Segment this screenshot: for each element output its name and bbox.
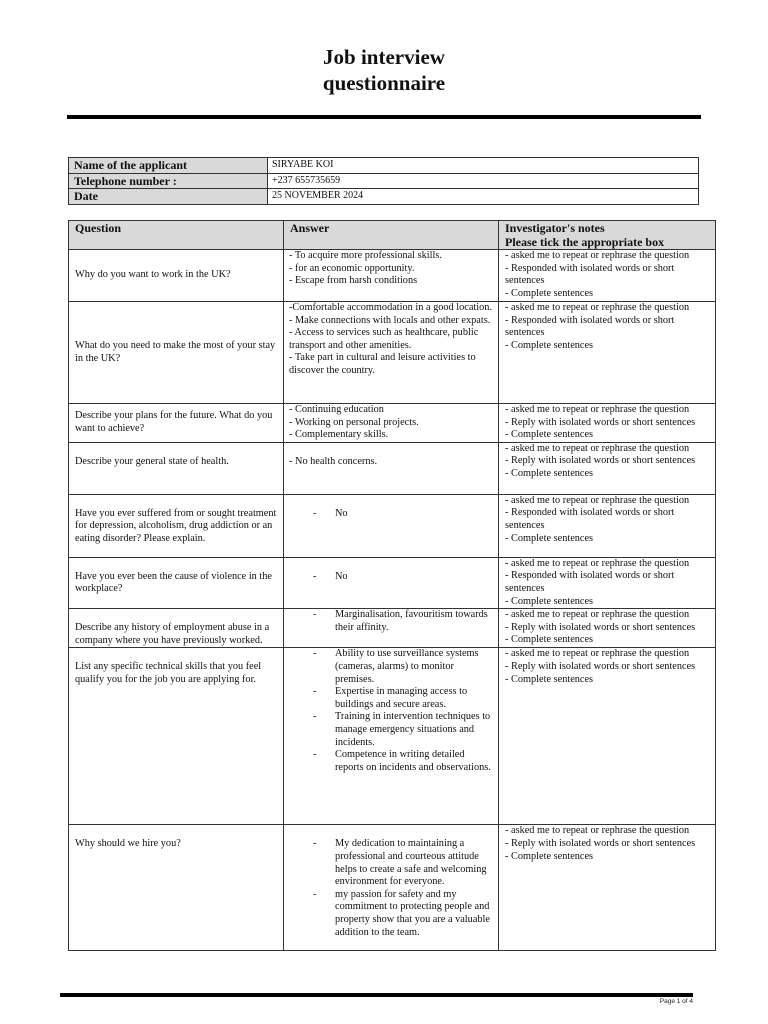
- note-option: - Complete sentences: [505, 634, 594, 646]
- notes-header-line-1: Investigator's notes: [505, 221, 605, 235]
- answer-cell: [284, 494, 499, 557]
- answer-list-item: - Training in intervention techniques to manage emergency situations and incidents.: [289, 711, 493, 749]
- answer-list: [289, 648, 493, 774]
- notes-cell: [499, 648, 716, 825]
- table-row: [69, 250, 716, 302]
- answer-list-item: - No: [289, 508, 493, 521]
- note-option: - Complete sentences: [505, 429, 594, 441]
- telephone-label: Telephone number :: [69, 173, 268, 189]
- notes-cell: [499, 302, 716, 404]
- answer-cell: [284, 825, 499, 951]
- table-row: [69, 648, 716, 825]
- answer-list-item: - My dedication to maintaining a professional and courteous attitude helps to create a safe and welcoming environment for everyone.: [289, 838, 493, 888]
- table-row: [69, 557, 716, 608]
- note-option: - asked me to repeat or rephrase the question: [505, 609, 690, 621]
- note-option: - Reply with isolated words or short sentences: [505, 621, 696, 633]
- document-title: [0, 44, 768, 96]
- note-option: - Complete sentences: [505, 850, 594, 862]
- answer-cell: [284, 250, 499, 302]
- answer-line: - Access to services such as healthcare, public transport and other amenities.: [289, 327, 479, 351]
- note-option: - asked me to repeat or rephrase the question: [505, 494, 690, 506]
- answer-cell: [284, 404, 499, 443]
- table-row: [69, 442, 716, 494]
- question-cell: Describe your general state of health.: [69, 442, 284, 494]
- date-label: Date: [69, 189, 268, 205]
- note-option: - asked me to repeat or rephrase the question: [505, 302, 690, 313]
- note-option: - Complete sentences: [505, 595, 594, 607]
- title-line-1: Job interview: [323, 45, 445, 69]
- answer-list-item: - my passion for safety and my commitment to protecting people and property show that you are a valuable addition to the team.: [289, 889, 493, 939]
- page-number: Page 1 of 4: [659, 998, 693, 1005]
- table-row: [69, 825, 716, 951]
- question-cell: What do you need to make the most of your stay in the UK?: [69, 302, 284, 404]
- note-option: - Reply with isolated words or short sentences: [505, 455, 696, 467]
- question-cell: List any specific technical skills that you feel qualify you for the job you are applying for.: [69, 648, 284, 825]
- answer-line: - To acquire more professional skills.: [289, 250, 442, 261]
- answer-cell: [284, 557, 499, 608]
- question-cell: Why should we hire you?: [69, 825, 284, 951]
- questionnaire-header-row: [69, 221, 716, 250]
- telephone-value: +237 655735659: [268, 173, 699, 189]
- notes-cell: [499, 557, 716, 608]
- question-cell: Describe any history of employment abuse in a company where you have previously worked.: [69, 609, 284, 648]
- note-option: - Complete sentences: [505, 339, 594, 351]
- note-option: - Reply with isolated words or short sentences: [505, 416, 696, 428]
- table-row: [69, 609, 716, 648]
- applicant-name-label: Name of the applicant: [69, 158, 268, 174]
- note-option: - Complete sentences: [505, 287, 594, 299]
- answer-line: - Complementary skills.: [289, 429, 389, 441]
- answer-line: - Continuing education: [289, 404, 384, 415]
- answer-cell: [284, 302, 499, 404]
- notes-cell: [499, 442, 716, 494]
- note-option: - Responded with isolated words or short sentences: [505, 507, 675, 531]
- applicant-name-value: SIRYABE KOI: [268, 158, 699, 174]
- answer-cell: [284, 648, 499, 825]
- answer-cell: [284, 442, 499, 494]
- table-row: [69, 494, 716, 557]
- notes-cell: [499, 609, 716, 648]
- note-option: - asked me to repeat or rephrase the question: [505, 404, 690, 415]
- question-cell: Why do you want to work in the UK?: [69, 250, 284, 302]
- date-row: [69, 189, 699, 205]
- question-cell: Have you ever suffered from or sought treatment for depression, alcoholism, drug addiction or an eating disorder? Please explain.: [69, 494, 284, 557]
- answer-line: - Escape from harsh conditions: [289, 275, 418, 287]
- title-line-2: questionnaire: [322, 71, 446, 95]
- note-option: - Complete sentences: [505, 673, 594, 685]
- question-cell: Describe your plans for the future. What do you want to achieve?: [69, 404, 284, 443]
- note-option: - asked me to repeat or rephrase the question: [505, 250, 690, 261]
- answer-line: - Working on personal projects.: [289, 416, 419, 428]
- question-column-header: Question: [69, 221, 284, 250]
- notes-cell: [499, 404, 716, 443]
- answer-list: [289, 508, 493, 521]
- answer-list-item: - Competence in writing detailed reports on incidents and observations.: [289, 749, 493, 774]
- answer-list-item: - Ability to use surveillance systems (cameras, alarms) to monitor premises.: [289, 648, 493, 686]
- answer-list: [289, 571, 493, 584]
- note-option: - Responded with isolated words or short sentences: [505, 314, 675, 339]
- answer-list: [289, 838, 493, 939]
- questionnaire-table: [68, 220, 716, 951]
- notes-column-header: [499, 221, 716, 250]
- notes-header-line-2: Please tick the appropriate box: [505, 234, 665, 249]
- answer-line: - Make connections with locals and other expats.: [289, 314, 491, 326]
- note-option: - Responded with isolated words or short sentences: [505, 570, 675, 594]
- applicant-name-row: [69, 158, 699, 174]
- applicant-info-table: [68, 157, 699, 205]
- answer-column-header: Answer: [284, 221, 499, 250]
- answer-line: - No health concerns.: [289, 455, 378, 467]
- table-row: [69, 302, 716, 404]
- question-cell: Have you ever been the cause of violence in the workplace?: [69, 557, 284, 608]
- answer-list-item: - Expertise in managing access to buildings and secure areas.: [289, 686, 493, 711]
- notes-cell: [499, 825, 716, 951]
- date-value: 25 NOVEMBER 2024: [268, 189, 699, 205]
- answer-line: - Take part in cultural and leisure activities to discover the country.: [289, 352, 476, 376]
- table-row: [69, 404, 716, 443]
- note-option: - Complete sentences: [505, 532, 594, 544]
- answer-list-item: - No: [289, 571, 493, 584]
- notes-cell: [499, 494, 716, 557]
- note-option: - asked me to repeat or rephrase the question: [505, 825, 690, 837]
- answer-list: [289, 609, 493, 634]
- answer-line: -Comfortable accommodation in a good location.: [289, 302, 493, 313]
- footer-divider: [60, 993, 693, 997]
- answer-cell: [284, 609, 499, 648]
- answer-line: - for an economic opportunity.: [289, 262, 415, 274]
- note-option: - asked me to repeat or rephrase the question: [505, 557, 690, 569]
- answer-list-item: - Marginalisation, favouritism towards their affinity.: [289, 609, 493, 634]
- note-option: - asked me to repeat or rephrase the question: [505, 442, 690, 454]
- notes-cell: [499, 250, 716, 302]
- note-option: - Complete sentences: [505, 467, 594, 479]
- note-option: - Responded with isolated words or short sentences: [505, 262, 675, 287]
- title-divider: [67, 115, 701, 119]
- telephone-row: [69, 173, 699, 189]
- note-option: - Reply with isolated words or short sentences: [505, 660, 696, 672]
- note-option: - asked me to repeat or rephrase the question: [505, 648, 690, 660]
- note-option: - Reply with isolated words or short sentences: [505, 837, 696, 849]
